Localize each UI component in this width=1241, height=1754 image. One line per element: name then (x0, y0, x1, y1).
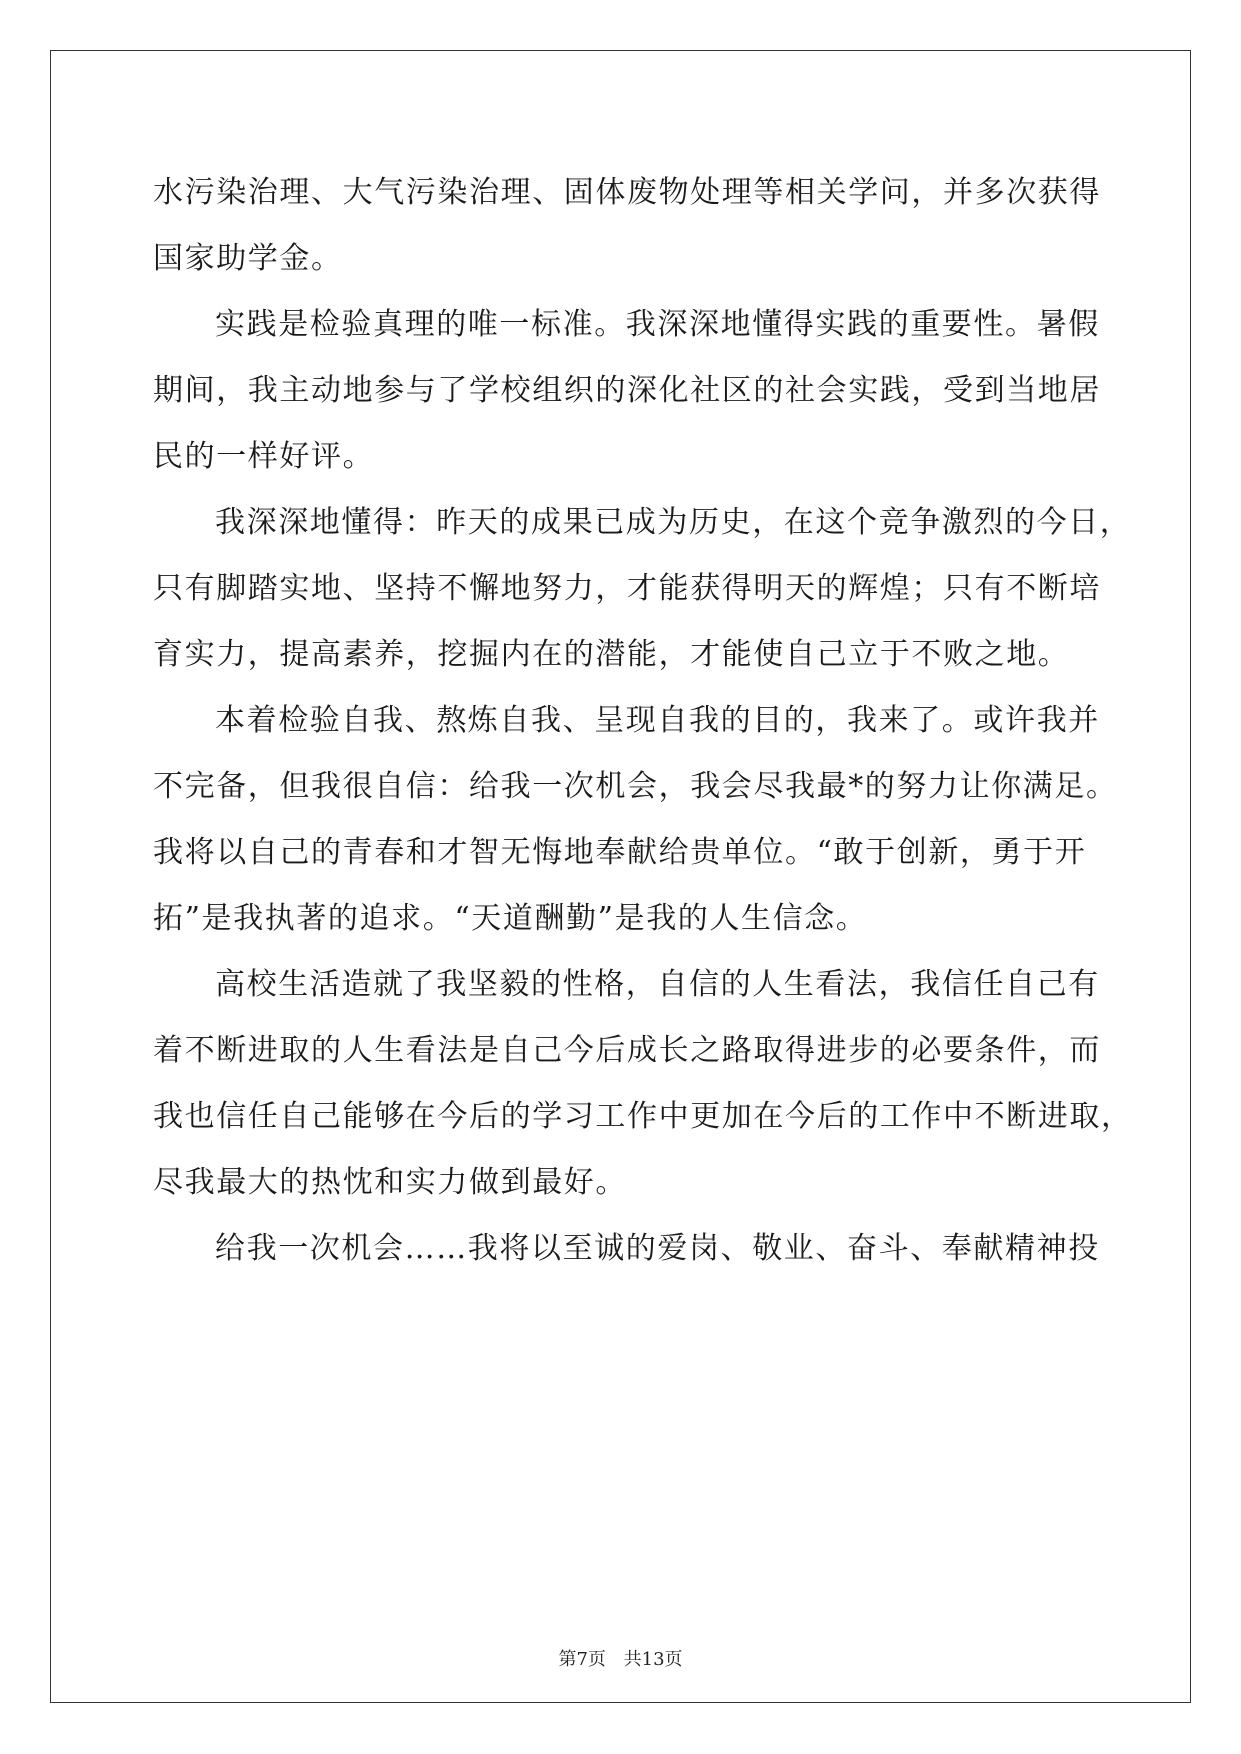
text-line: 我深深地懂得：昨天的成果已成为历史，在这个竞争激烈的今日， (215, 505, 1132, 540)
text-line: 我也信任自己能够在今后的学习工作中更加在今后的工作中不断进取， (153, 1099, 1133, 1134)
text-line: 尽我最大的热忱和实力做到最好。 (153, 1165, 627, 1200)
text-line: 国家助学金。 (153, 241, 343, 276)
text-line: 实践是检验真理的唯一标准。我深深地懂得实践的重要性。暑假 (215, 307, 1100, 342)
text-line: 拓”是我执著的追求。“天道酬勤”是我的人生信念。 (153, 901, 868, 936)
text-line: 着不断进取的人生看法是自己今后成长之路取得进步的必要条件，而 (153, 1033, 1101, 1068)
text-line: 给我一次机会……我将以至诚的爱岗、敬业、奋斗、奉献精神投 (215, 1231, 1100, 1266)
page-footer (0, 1645, 1241, 1671)
text-line: 育实力，提高素养，挖掘内在的潜能，才能使自己立于不败之地。 (153, 637, 1070, 672)
text-line: 我将以自己的青春和才智无悔地奉献给贵单位。“敢于创新，勇于开 (153, 835, 1087, 870)
text-line: 民的一样好评。 (153, 439, 375, 474)
text-line: 高校生活造就了我坚毅的性格，自信的人生看法，我信任自己有 (215, 967, 1100, 1002)
text-line: 不完备，但我很自信：给我一次机会，我会尽我最*的努力让你满足。 (153, 769, 1118, 804)
page-number-total: 共13页 (623, 1649, 683, 1670)
page-number-current: 第7页 (558, 1649, 606, 1670)
text-line: 本着检验自我、熬炼自我、呈现自我的目的，我来了。或许我并 (215, 703, 1100, 738)
text-line: 水污染治理、大气污染治理、固体废物处理等相关学问，并多次获得 (153, 175, 1101, 210)
document-body (153, 160, 1133, 1282)
text-line: 只有脚踏实地、坚持不懈地努力，才能获得明天的辉煌；只有不断培 (153, 571, 1101, 606)
text-line: 期间，我主动地参与了学校组织的深化社区的社会实践，受到当地居 (153, 373, 1101, 408)
